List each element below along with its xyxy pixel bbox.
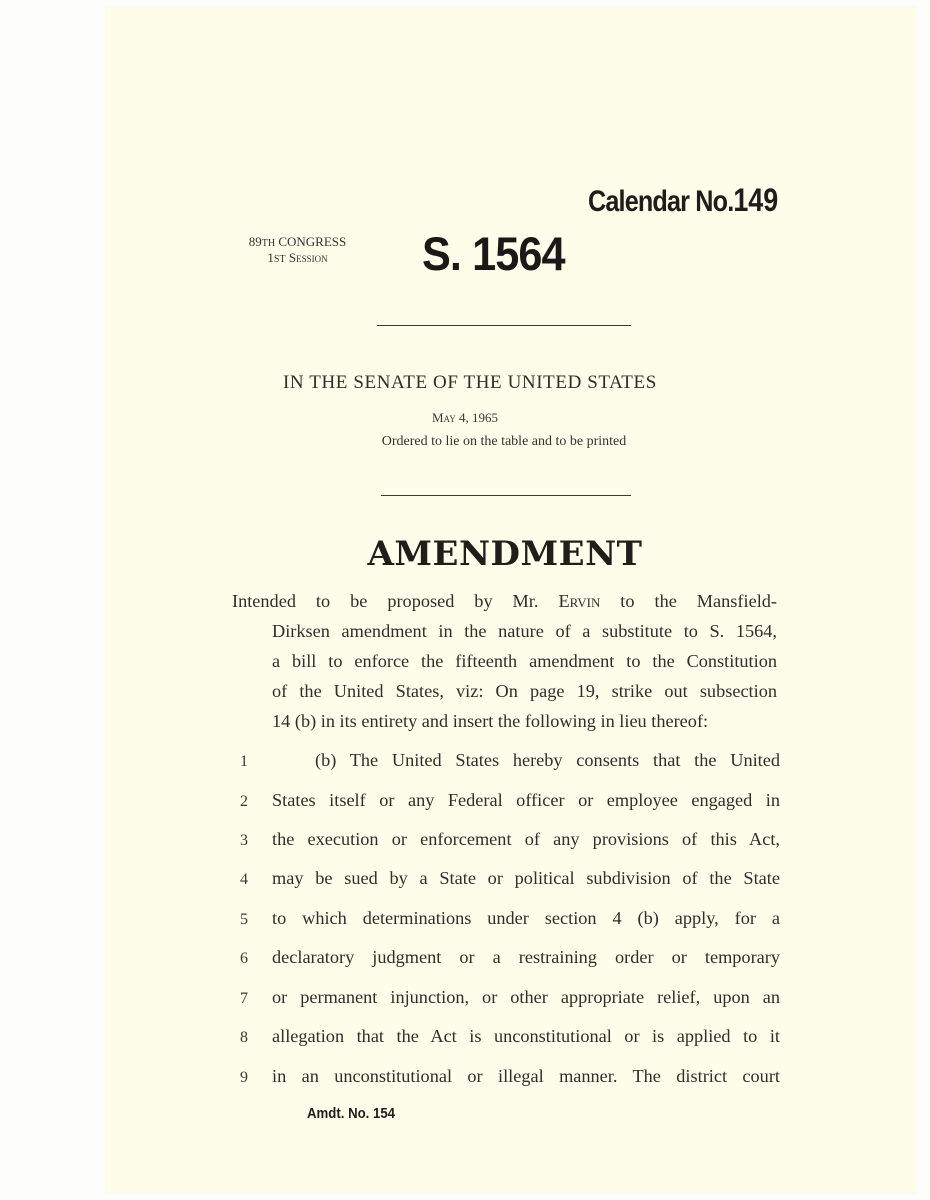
line-text: may be sued by a State or political subdivision of the State <box>272 868 780 888</box>
intro-line: Intended to be proposed by Mr. Ervin to the Mansfield- <box>232 591 778 611</box>
amendment-number: Amdt. No. 154 <box>307 1105 396 1122</box>
congress-session <box>230 235 365 267</box>
body-line-1 <box>240 750 780 771</box>
line-number: 2 <box>240 793 248 810</box>
line-text: declaratory judgment or a restraining order or temporary <box>272 947 780 967</box>
line-number: 3 <box>240 832 248 849</box>
intro-line: Dirksen amendment in the nature of a substitute to S. 1564, <box>272 621 777 641</box>
chamber-title: IN THE SENATE OF THE UNITED STATES <box>283 372 657 393</box>
session-label: 1ST Session <box>267 250 328 265</box>
line-number: 6 <box>240 950 248 967</box>
body-line-5 <box>240 908 780 929</box>
line-text: States itself or any Federal officer or employee engaged in <box>272 790 780 810</box>
line-text: or permanent injunction, or other appropriate relief, upon an <box>272 987 780 1007</box>
body-line-3 <box>240 829 780 850</box>
body-line-9 <box>240 1066 780 1087</box>
congress-label: 89TH CONGRESS <box>248 234 347 249</box>
document-title: AMENDMENT <box>367 534 643 574</box>
body-line-4 <box>240 868 780 889</box>
line-number: 7 <box>240 990 248 1007</box>
line-number: 9 <box>240 1069 248 1086</box>
body-line-7 <box>240 987 780 1008</box>
line-text: to which determinations under section 4 (b) apply, for a <box>272 908 780 928</box>
intro-line: 14 (b) in its entirety and insert the following in lieu thereof: <box>272 711 709 731</box>
body-line-8 <box>240 1026 780 1047</box>
line-number: 1 <box>240 753 248 770</box>
line-number: 4 <box>240 871 248 888</box>
line-text: allegation that the Act is unconstitutional or is applied to it <box>272 1026 780 1046</box>
line-text: the execution or enforcement of any provisions of this Act, <box>272 829 780 849</box>
intro-line: of the United States, viz: On page 19, strike out subsection <box>272 681 777 701</box>
line-number: 5 <box>240 911 248 928</box>
divider-top <box>377 325 631 326</box>
divider-bottom <box>381 495 631 496</box>
line-text: (b) The United States hereby consents that the United <box>315 750 780 770</box>
bill-number: S. 1564 <box>422 227 565 280</box>
order-note: Ordered to lie on the table and to be printed <box>381 434 627 449</box>
line-text: in an unconstitutional or illegal manner. The district court <box>272 1066 780 1086</box>
date: May 4, 1965 <box>432 410 498 425</box>
body-line-2 <box>240 790 780 811</box>
line-number: 8 <box>240 1029 248 1046</box>
body-line-6 <box>240 947 780 968</box>
intro-line: a bill to enforce the fifteenth amendment to the Constitution <box>272 651 777 671</box>
calendar-number: Calendar No.149 <box>588 182 779 218</box>
